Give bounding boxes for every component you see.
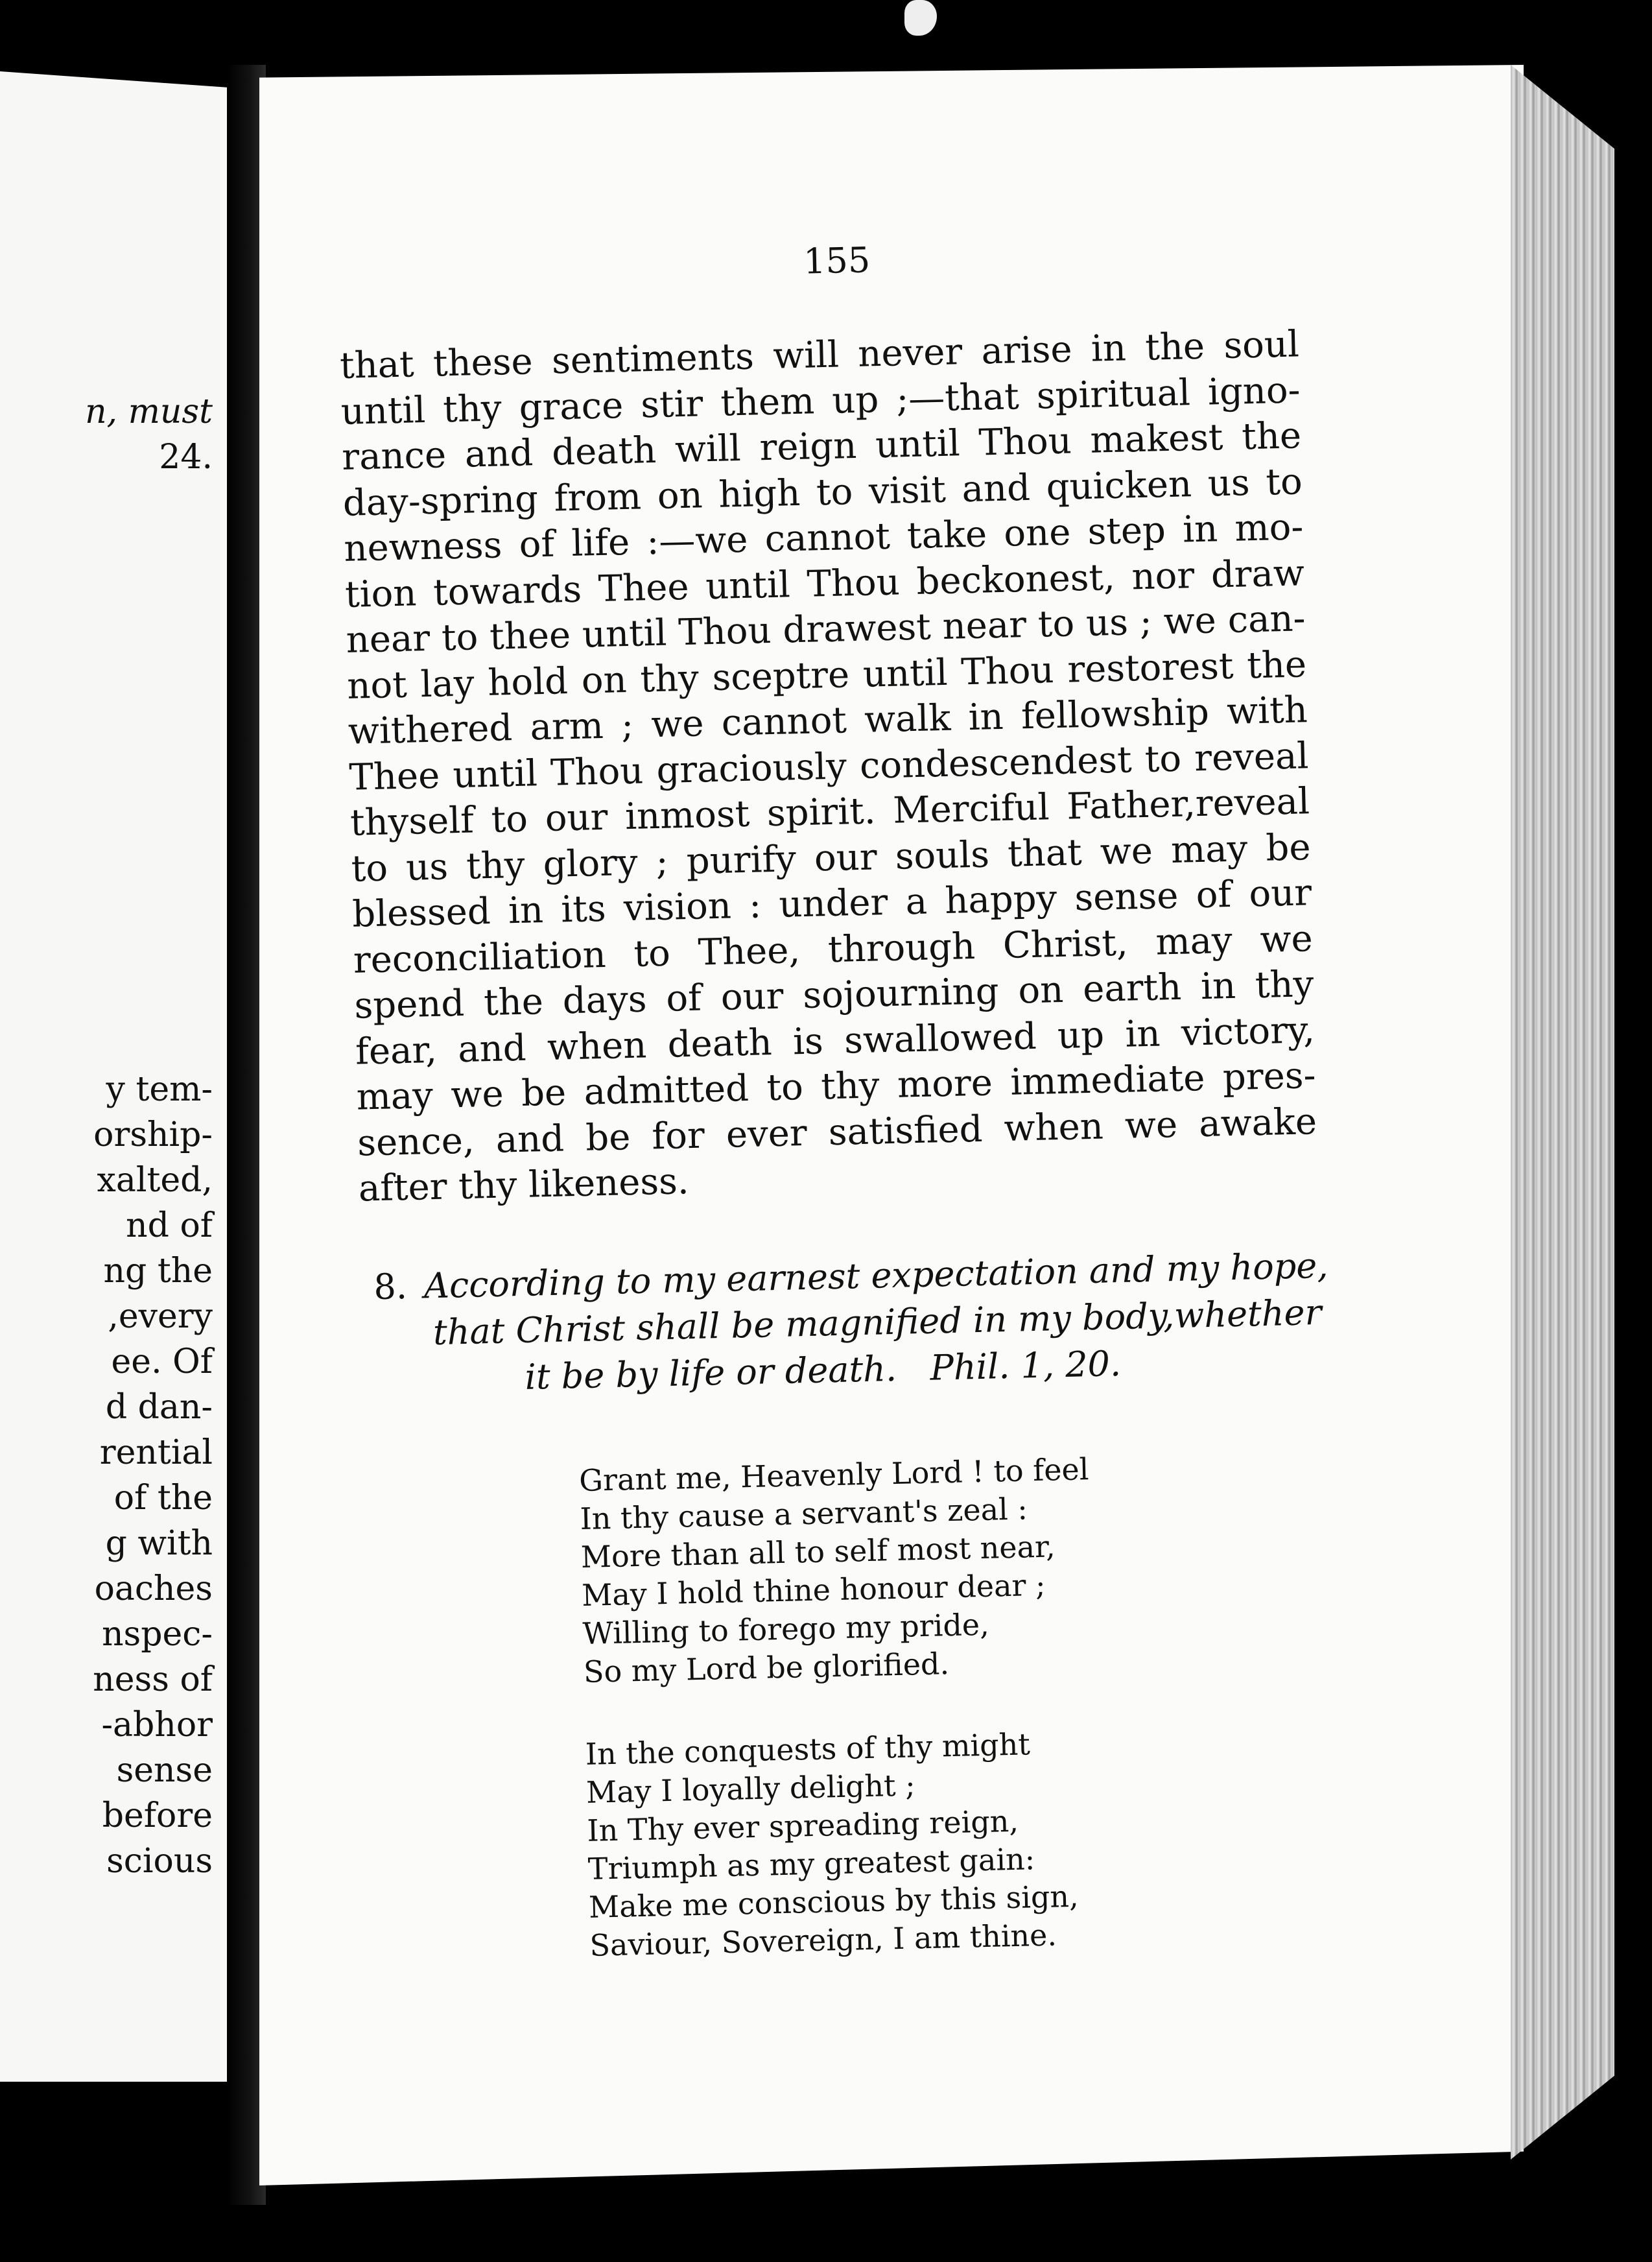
hymn-line: May I hold thine honour dear ;	[581, 1567, 1046, 1613]
prose-line: after thy likeness.	[358, 1160, 690, 1210]
hymn-line: More than all to self most near,	[580, 1528, 1056, 1575]
left-line: rential	[99, 1433, 213, 1472]
left-page-top-fragment	[0, 389, 227, 480]
hymn-line: So my Lord be glorified.	[583, 1645, 950, 1689]
prose-line: rance and death will reign until Thou makest the	[341, 414, 1302, 479]
left-line: y tem-	[106, 1070, 213, 1109]
prose-line: that these sentiments will never arise in the soul	[339, 323, 1300, 387]
hymn-stanza	[579, 1444, 1343, 1691]
prose-line: until thy grace stir them up ;—that spiritual igno-	[340, 368, 1301, 433]
left-page-text-fragment	[0, 1067, 227, 1884]
hymn	[579, 1444, 1349, 1964]
hymn-line: May I loyally delight ;	[585, 1767, 916, 1810]
prose-line: day-spring from on high to visit and quicken us to	[342, 460, 1303, 525]
prose-line: reconciliation to Thee, through Christ, may we	[353, 917, 1314, 982]
scripture-heading	[360, 1242, 1336, 1404]
left-line: scious	[106, 1842, 213, 1881]
left-line: sense	[116, 1751, 213, 1790]
prose-line: tion towards Thee until Thou beckonest, nor draw	[344, 551, 1305, 616]
hymn-line: In thy cause a servant's zeal :	[579, 1490, 1028, 1536]
prose-line: thyself to our inmost spirit. Merciful Father,reveal	[349, 780, 1310, 844]
left-line: ee. Of	[111, 1342, 213, 1381]
prose-line: spend the days of our sojourning on earth in thy	[353, 963, 1314, 1027]
prose-line: blessed in its vision : under a happy sense of our	[351, 872, 1312, 936]
prose-line: near to thee until Thou drawest near to us ; we can-	[346, 597, 1306, 661]
scripture-number: 8.	[373, 1265, 408, 1307]
hymn-line: Saviour, Sovereign, I am thine.	[589, 1916, 1057, 1963]
left-line: ,every	[108, 1297, 213, 1336]
hymn-line: In Thy ever spreading reign,	[586, 1803, 1019, 1848]
hymn-line: Triumph as my greatest gain:	[587, 1840, 1035, 1887]
prose-line: withered arm ; we cannot walk in fellowship with	[348, 689, 1308, 753]
left-line: nd of	[126, 1206, 213, 1245]
top-edge-mark	[904, 0, 937, 36]
scripture-text: it be by life or death.	[524, 1348, 897, 1398]
prose-line: may we be admitted to thy more immediate pres-	[356, 1054, 1317, 1119]
prose-line: fear, and when death is swallowed up in victory,	[355, 1008, 1316, 1073]
left-line: 24.	[159, 438, 213, 477]
left-line: ng the	[103, 1252, 213, 1291]
left-line: nspec-	[102, 1615, 213, 1654]
left-line: xalted,	[97, 1161, 213, 1200]
prose-line: newness of life :—we cannot take one step in mo-	[343, 506, 1304, 570]
scripture-text: According to my earnest expectation and my hope,	[423, 1244, 1329, 1306]
page-edges	[1511, 65, 1614, 2160]
scripture-line: that Christ shall be magnified in my body,whether	[432, 1291, 1322, 1353]
page-number: 155	[803, 239, 871, 282]
left-line: -abhor	[101, 1706, 213, 1744]
page-content	[337, 224, 1349, 1970]
left-line: oaches	[94, 1569, 213, 1608]
prose-line: sence, and be for ever satisfied when we awake	[357, 1100, 1317, 1165]
left-line: d dan-	[105, 1388, 213, 1427]
prose-line: Thee until Thou graciously condescendest to reveal	[348, 734, 1309, 799]
left-line: before	[102, 1796, 213, 1835]
left-line: n, must	[85, 392, 213, 431]
hymn-line: In the conquests of thy might	[585, 1726, 1031, 1772]
left-line: g with	[105, 1524, 213, 1563]
left-line: orship-	[93, 1115, 213, 1154]
left-line: of the	[113, 1479, 213, 1518]
prayer-paragraph	[339, 322, 1331, 1212]
hymn-line: Grant me, Heavenly Lord ! to feel	[578, 1451, 1089, 1498]
prose-line: not lay hold on thy sceptre until Thou restorest the	[346, 643, 1307, 708]
left-line: ness of	[93, 1660, 213, 1699]
hymn-line: Willing to forego my pride,	[582, 1606, 990, 1651]
prose-line: to us thy glory ; purify our souls that we may be	[351, 826, 1312, 890]
scripture-reference: Phil. 1, 20.	[929, 1342, 1122, 1388]
hymn-stanza	[585, 1718, 1349, 1964]
hymn-line: Make me conscious by this sign,	[588, 1878, 1080, 1925]
